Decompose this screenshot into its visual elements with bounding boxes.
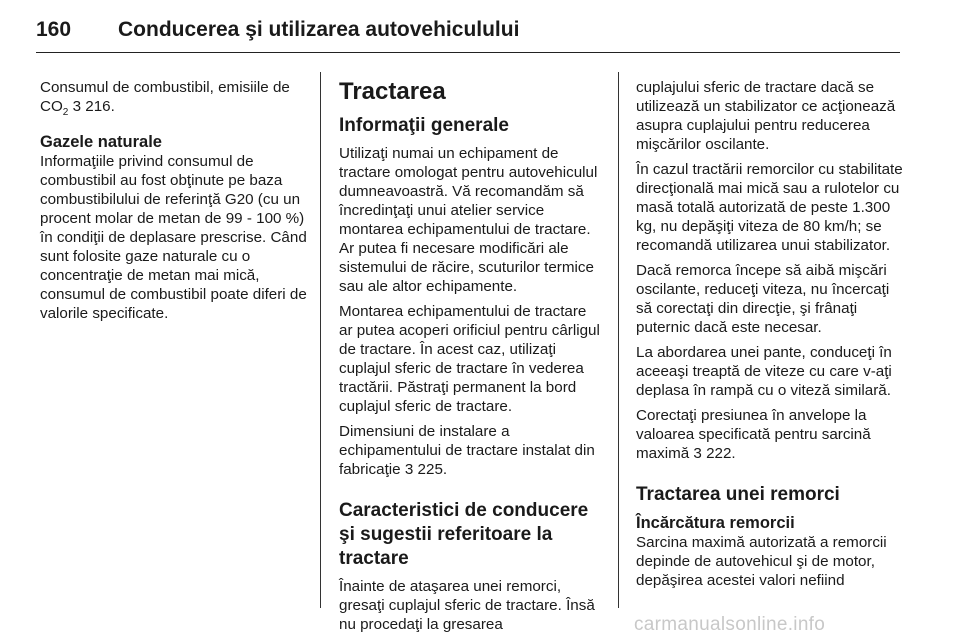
section-title-towing: Tractarea (339, 78, 446, 105)
paragraph: Corectaţi presiunea în anvelope la valoarea specificată pentru sarcină maximă 3 222. (636, 407, 871, 462)
paragraph: Înainte de ataşarea unei remorci, gresaţi cuplajul sferic de tractare. Însă nu procedaţi la gresarea (339, 578, 595, 633)
column-right (636, 78, 906, 596)
section-heading-general-info: Informaţii generale (339, 115, 509, 136)
section-heading-natural-gas: Gazele naturale (40, 133, 162, 152)
page-number: 160 (36, 18, 72, 41)
page-title: Conducerea şi utilizarea autovehiculului (118, 18, 520, 41)
section-heading-driving-tips: Caracteristici de conducere şi sugestii referitoare la tractare (339, 500, 589, 569)
paragraph: În cazul tractării remorcilor cu stabilitate direcţională mai mică sau a rulotelor cu masă totală autorizată de peste 1.300 kg, nu depăşiţi viteza de 80 km/h; se recomandă utilizarea unui stabilizator. (636, 161, 903, 254)
page-reference-icon: 3 (693, 445, 702, 462)
consumption-note: Consumul de combustibil, emisiile de $CO_2$ 3 216. (40, 79, 290, 119)
section-heading-trailer-load: Încărcătura remorcii (636, 514, 795, 532)
paragraph: Informaţiile privind consumul de combustibil au fost obţinute pe baza combustibilului de referinţă G20 (cu un procent molar de metan de 99 - 100 %) în condiţii de deplasare prescrise. Când sunt folosite gaze naturale cu o concentraţie de metan mai mică, consumul de combustibil poate diferi de valorile specificate. (40, 153, 307, 323)
paragraph: Montarea echipamentului de tractare ar putea acoperi orificiul pentru cârligul de tractare. În acest caz, utilizaţi cuplajul sferic de tractare în vederea tractării. Păstraţi permanent la bord cuplajul sferic de tractare. (339, 303, 600, 415)
paragraph: Utilizaţi numai un echipament de tractare omologat pentru autovehiculul dumneavoastră. Vă recomandăm să încredinţaţi unui atelier service montarea echipamentului de tractare. Ar putea fi necesare modificări ale sistemului de răcire, scuturilor termice sau ale altor echipamente. (339, 145, 598, 295)
column-divider (618, 72, 619, 608)
paragraph: Dacă remorca începe să aibă mişcări oscilante, reduceţi viteza, nu încercaţi să corectaţi din direcţie, şi frânaţi puternic dacă este necesar. (636, 262, 890, 336)
paragraph: Sarcina maximă autorizată a remorcii depinde de autovehicul şi de motor, depăşirea acestei valori nefiind (636, 534, 887, 589)
column-left (40, 78, 310, 329)
page-reference-icon: 3 (404, 461, 414, 478)
page-reference-icon: 3 (72, 98, 82, 115)
paragraph: cuplajului sferic de tractare dacă se utilizează un stabilizator ce acţionează asupra cuplajului pentru reducerea mişcărilor oscilante. (636, 79, 896, 153)
column-divider (320, 72, 321, 608)
paragraph: Dimensiuni de instalare a echipamentului de tractare instalat din fabricaţie 3 225. (339, 423, 595, 478)
paragraph: La abordarea unei pante, conduceţi în aceeaşi treaptă de viteze cu care v-aţi deplasa în rampă cu o viteză similară. (636, 344, 892, 399)
page-header (36, 8, 900, 53)
watermark: carmanualsonline.info (634, 614, 826, 635)
column-middle (339, 78, 604, 640)
section-heading-trailer-towing: Tractarea unei remorci (636, 484, 840, 505)
